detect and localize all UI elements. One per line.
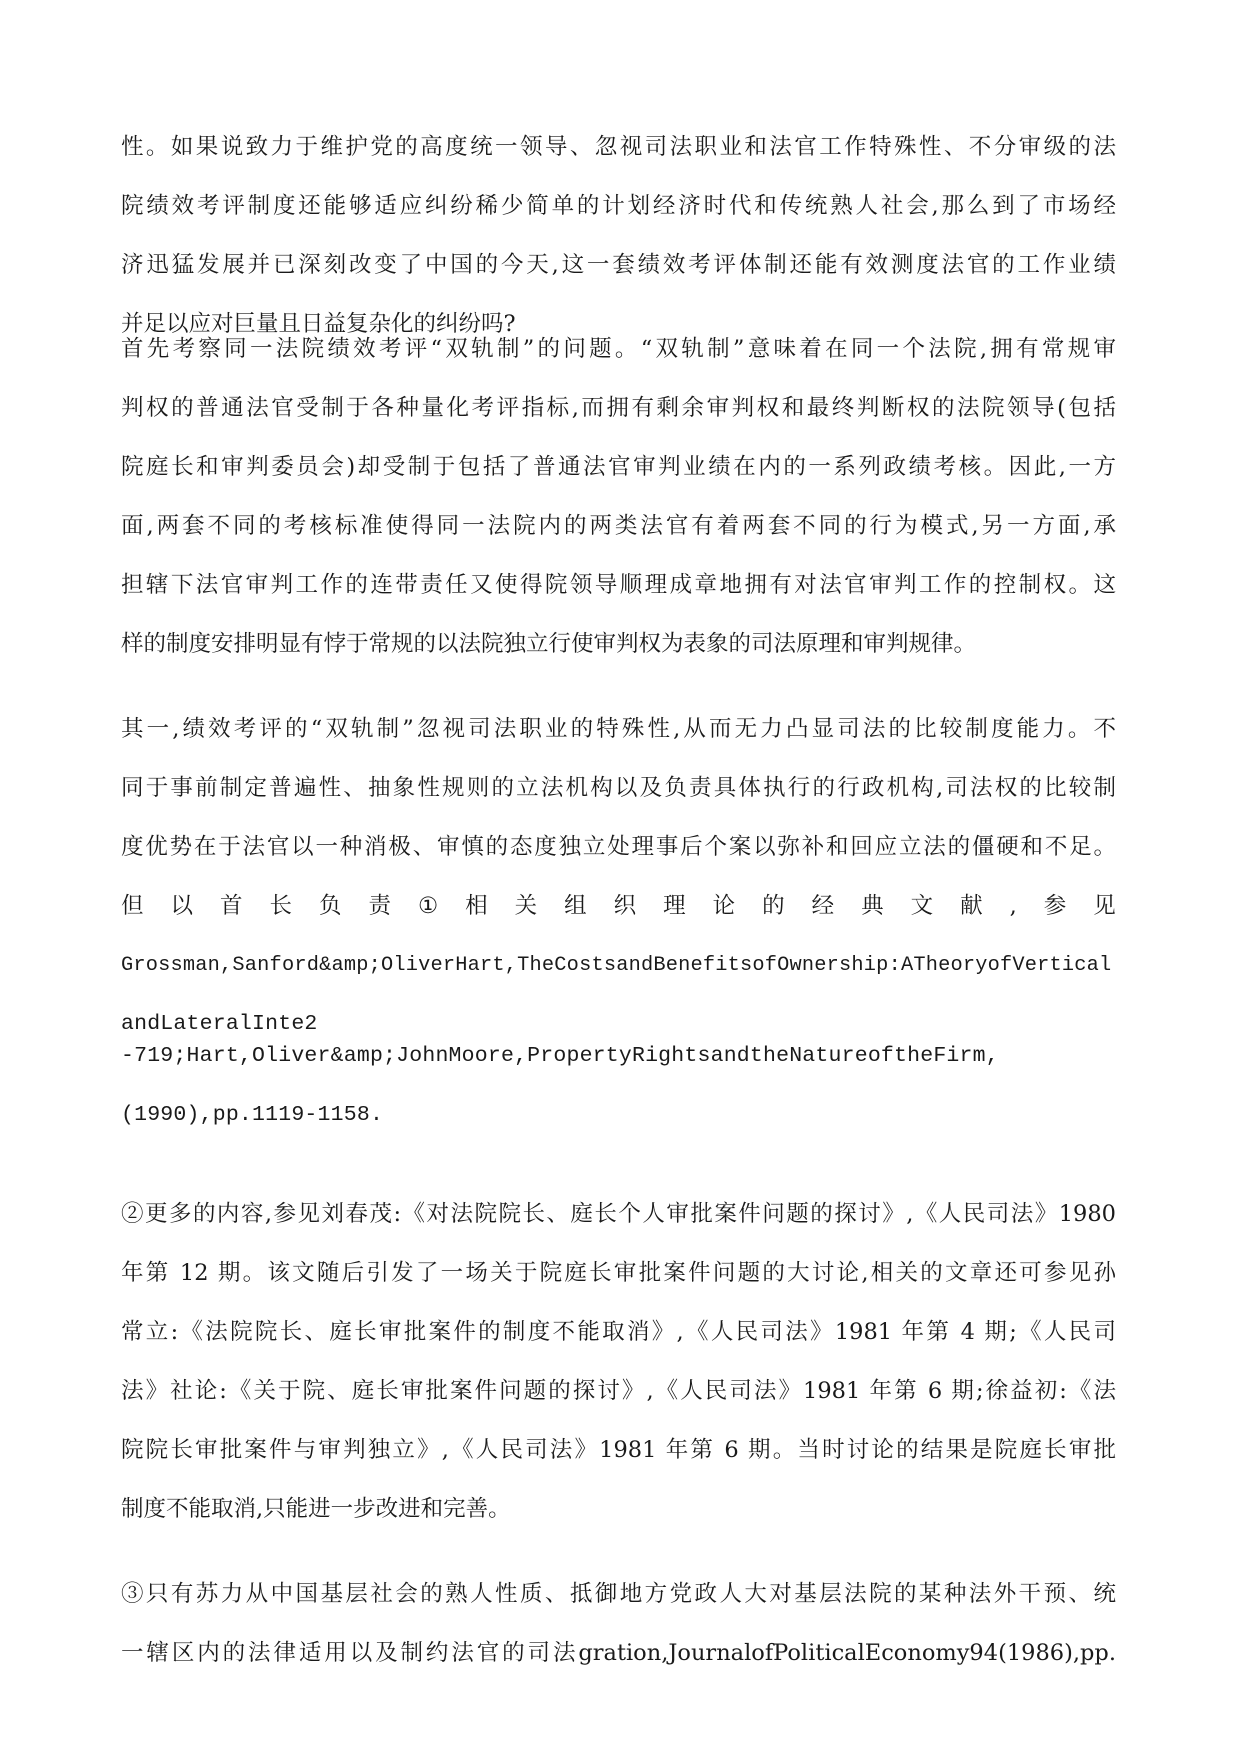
text-line: 判权的普通法官受制于各种量化考评指标,而拥有剩余审判权和最终判断权的法院领导(包括 [121,395,1116,421]
text-line: 常立:《法院院长、庭长审批案件的制度不能取消》,《人民司法》1981 年第 4 期;《人民司 [121,1319,1116,1345]
text-line: 样的制度安排明显有悖于常规的以法院独立行使审判权为表象的司法原理和审判规律。 [121,631,977,657]
text-line: 度优势在于法官以一种消极、审慎的态度独立处理事后个案以弥补和回应立法的僵硬和不足。 [121,834,1116,860]
paragraph-1 [121,118,1116,354]
text-line: 一辖区内的法律适用以及制约法官的司法gration,JournalofPoliticalEconomy94(1986),pp. [121,1640,1116,1666]
text-line: 担辖下法官审判工作的连带责任又使得院领导顺理成章地拥有对法官审判工作的控制权。这 [121,572,1116,598]
text-line: 院庭长和审判委员会)却受制于包括了普通法官审判业绩在内的一系列政绩考核。因此,一方 [121,454,1116,480]
paragraph-3 [121,700,1116,1054]
text-line: ②更多的内容,参见刘春茂:《对法院院长、庭长个人审批案件问题的探讨》,《人民司法》1980 [121,1201,1116,1227]
text-line: 制度不能取消,只能进一步改进和完善。 [121,1496,511,1522]
footnote-1-citation-line: Grossman,Sanford&amp;OliverHart,TheCostsandBenefitsofOwnership:ATheoryofVertical [121,954,1112,977]
text-line: 其一,绩效考评的“双轨制”忽视司法职业的特殊性,从而无力凸显司法的比较制度能力。不 [121,716,1116,742]
text-line: 首先考察同一法院绩效考评“双轨制”的问题。“双轨制”意味着在同一个法院,拥有常规审 [121,336,1116,362]
text-line: 院绩效考评制度还能够适应纠纷稀少简单的计划经济时代和传统熟人社会,那么到了市场经 [121,193,1116,219]
text-line: 面,两套不同的考核标准使得同一法院内的两类法官有着两套不同的行为模式,另一方面,承 [121,513,1116,539]
paragraph-2 [121,320,1116,674]
text-line: 法》社论:《关于院、庭长审批案件问题的探讨》,《人民司法》1981 年第 6 期;徐益初:《法 [121,1378,1116,1404]
text-line: 性。如果说致力于维护党的高度统一领导、忽视司法职业和法官工作特殊性、不分审级的法 [121,134,1116,160]
footnote-1-continued [121,1027,1116,1145]
citation-line: (1990),pp.1119-1158. [121,1103,384,1127]
footnote-2 [121,1185,1116,1539]
citation-line: -719;Hart,Oliver&amp;JohnMoore,PropertyRightsandtheNatureoftheFirm, [121,1044,999,1068]
text-line: ③只有苏力从中国基层社会的熟人性质、抵御地方党政人大对基层法院的某种法外干预、统 [121,1581,1116,1607]
text-line: 年第 12 期。该文随后引发了一场关于院庭长审批案件问题的大讨论,相关的文章还可参见孙 [121,1260,1116,1286]
text-line: 济迅猛发展并已深刻改变了中国的今天,这一套绩效考评体制还能有效测度法官的工作业绩 [121,252,1116,278]
footnote-1-citation-line: andLateralInte2 [121,1012,318,1036]
text-line: 院院长审批案件与审判独立》,《人民司法》1981 年第 6 期。当时讨论的结果是院庭长审批 [121,1437,1116,1463]
text-line: 并足以应对巨量且日益复杂化的纠纷吗? [121,311,516,337]
text-line: 同于事前制定普遍性、抽象性规则的立法机构以及负责具体执行的行政机构,司法权的比较制 [121,775,1116,801]
footnote-3 [121,1565,1116,1683]
footnote-1-intro-line: 但 以 首 长 负 责 ① 相 关 组 织 理 论 的 经 典 文 献 , 参 见 [121,893,1116,919]
